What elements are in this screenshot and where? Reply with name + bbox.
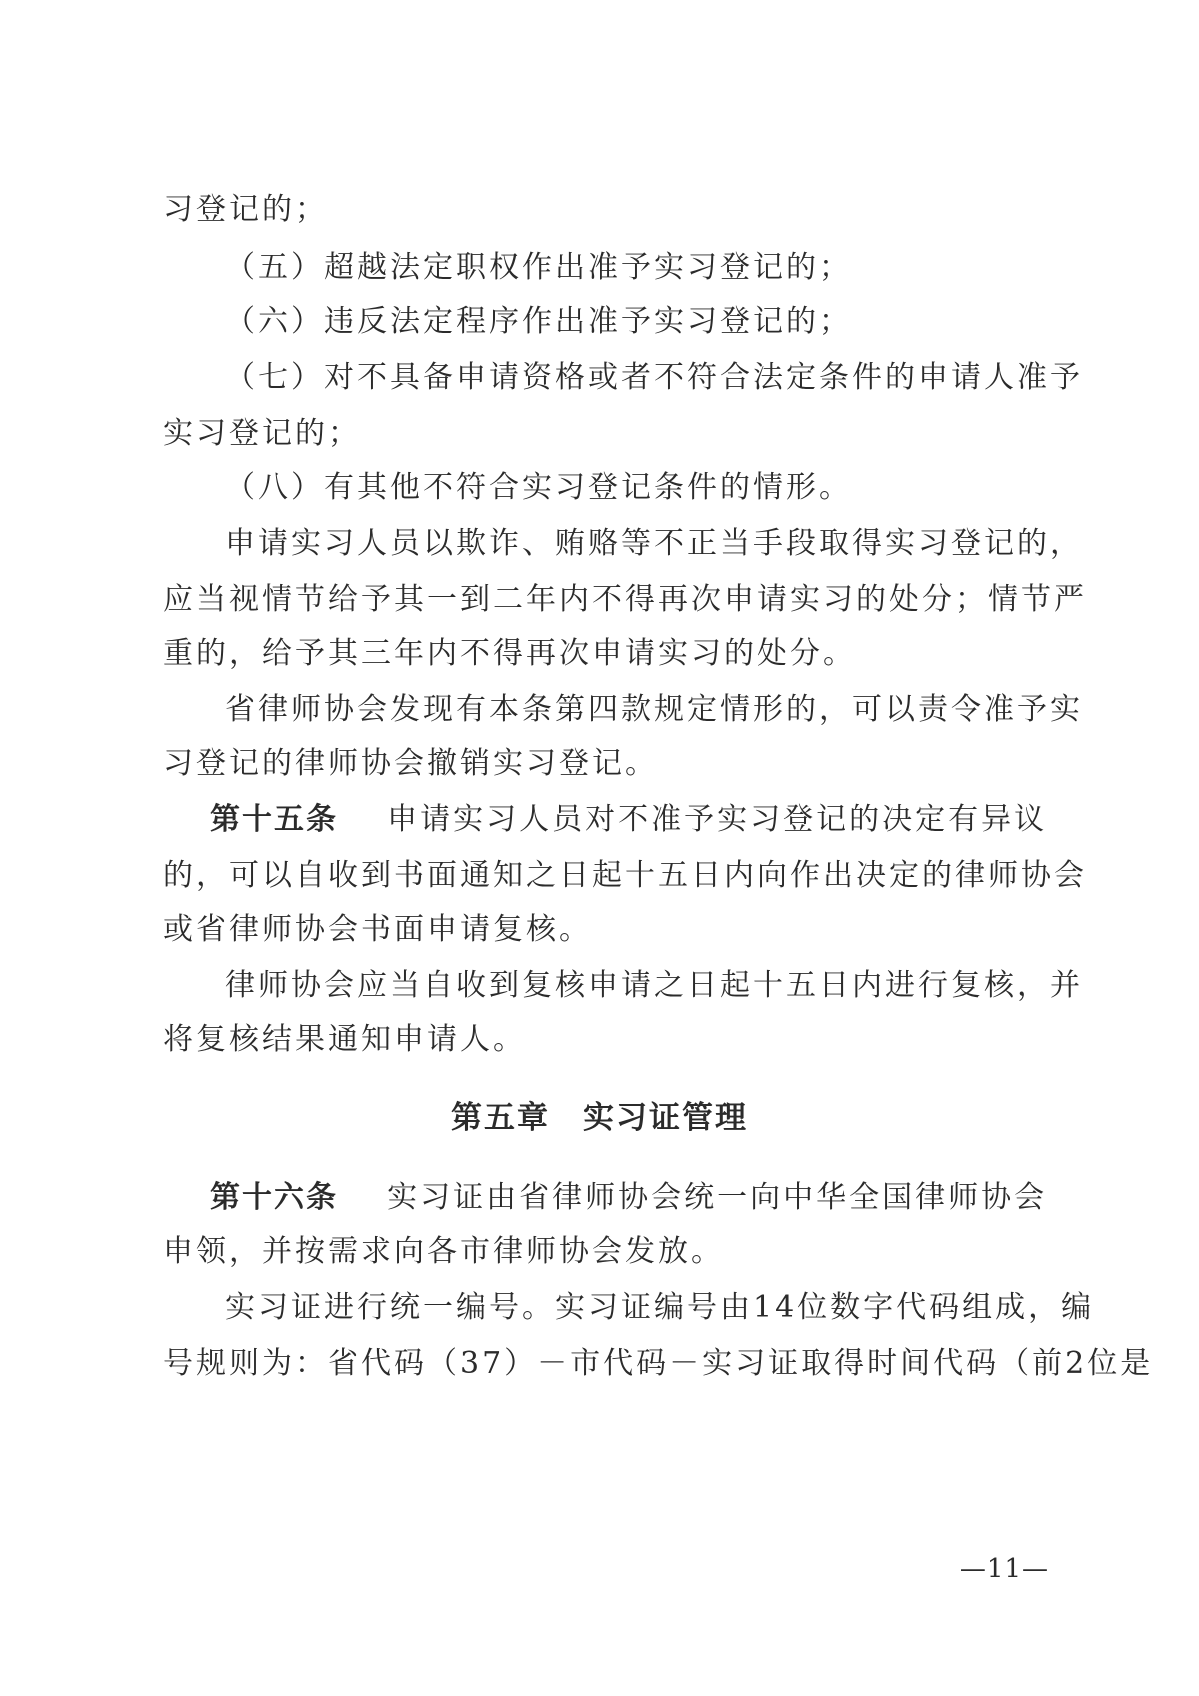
text-line: （七）对不具备申请资格或者不符合法定条件的申请人准予 <box>225 360 1083 395</box>
text-line: 应当视情节给予其一到二年内不得再次申请实习的处分；情节严 <box>163 582 1087 617</box>
text-line: （五）超越法定职权作出准予实习登记的； <box>225 250 852 285</box>
page-number: —11— <box>959 1554 1049 1584</box>
text-line: 实习登记的； <box>163 416 361 451</box>
text-line: 申领，并按需求向各市律师协会发放。 <box>163 1234 724 1269</box>
text-line: （六）违反法定程序作出准予实习登记的； <box>225 304 852 339</box>
text-line: 实习证由省律师协会统一向中华全国律师协会 <box>387 1180 1048 1215</box>
text-line: 律师协会应当自收到复核申请之日起十五日内进行复核，并 <box>225 968 1083 1003</box>
text-line: 习登记的律师协会撤销实习登记。 <box>163 746 658 781</box>
article-16-line <box>210 1178 1048 1218</box>
text-line: 申请实习人员以欺诈、贿赂等不正当手段取得实习登记的， <box>225 526 1083 561</box>
text-line: 号规则为：省代码（37）－市代码－实习证取得时间代码（前2位是 <box>163 1346 1154 1381</box>
chapter-heading: 第五章 实习证管理 <box>451 1100 748 1136</box>
text-line: （八）有其他不符合实习登记条件的情形。 <box>225 470 852 505</box>
text-line: 重的，给予其三年内不得再次申请实习的处分。 <box>163 636 856 671</box>
article-15-label: 第十五条 <box>210 802 338 837</box>
text-line: 将复核结果通知申请人。 <box>163 1022 526 1057</box>
text-line: 实习证进行统一编号。实习证编号由14位数字代码组成，编 <box>225 1290 1095 1325</box>
text-line: 或省律师协会书面申请复核。 <box>163 912 592 947</box>
text-line: 申请实习人员对不准予实习登记的决定有异议 <box>387 802 1048 837</box>
text-line: 省律师协会发现有本条第四款规定情形的，可以责令准予实 <box>225 692 1083 727</box>
article-15-line <box>210 800 1048 840</box>
article-16-label: 第十六条 <box>210 1180 338 1215</box>
text-line: 的，可以自收到书面通知之日起十五日内向作出决定的律师协会 <box>163 858 1087 893</box>
text-line: 习登记的； <box>163 192 328 227</box>
